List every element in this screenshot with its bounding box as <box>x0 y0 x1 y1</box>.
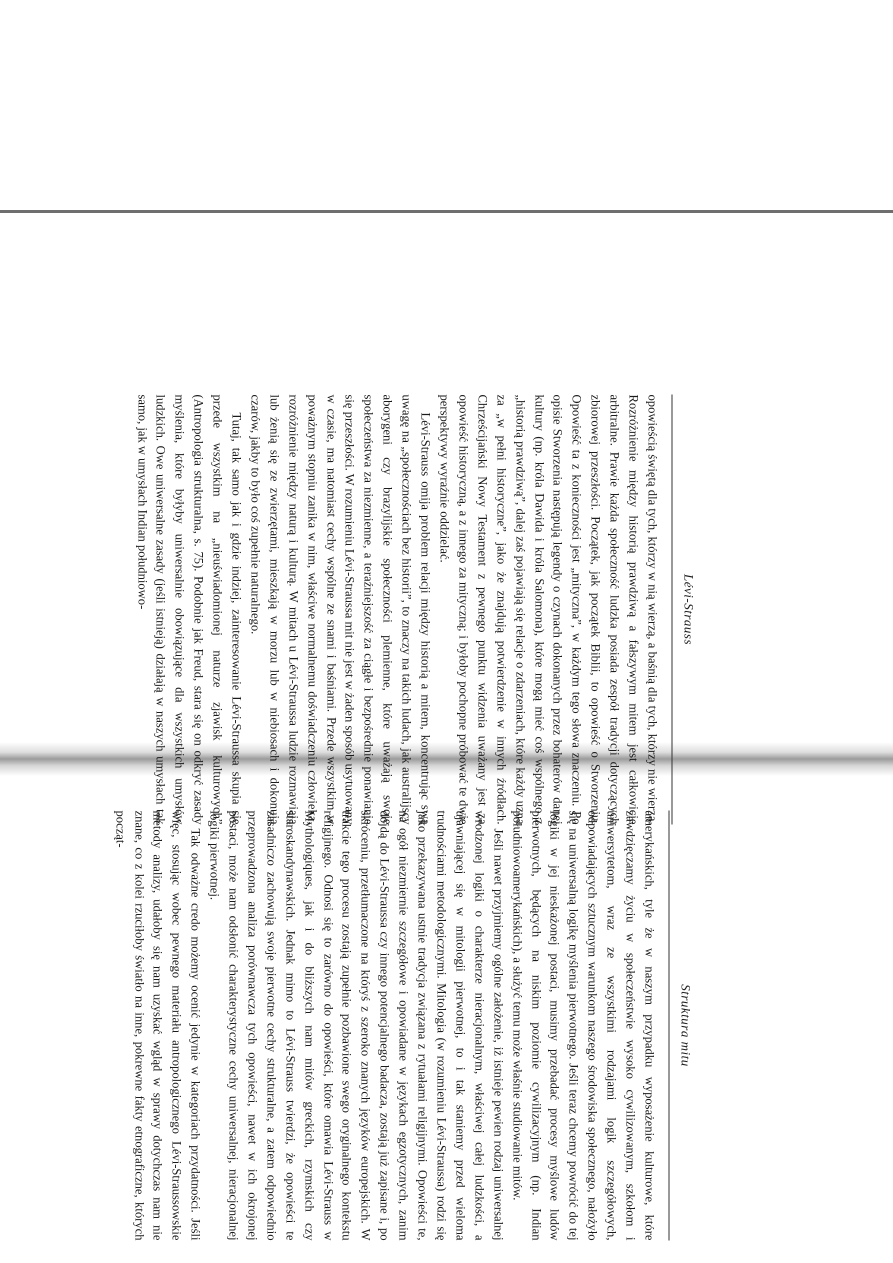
paragraph: Tutaj, tak samo jak i gdzie indziej, zainteresowanie Lévi-Straussa skupia się przede wszystkim na „nieuświadomionej naturze zjawisk kulturowych” (Antropologia strukturalna, s. 75). Podobnie jak Freud, stara się on odkryć zasady myślenia, które byłyby uniwersalnie obowiązujące dla wszystkich umysłów ludzkich. Owe uniwersalne zasady (jeśli istnieją) działają w naszych umysłach tak samo, jak w umysłach Indian południowo- <box>135 394 244 825</box>
page-body <box>132 395 661 825</box>
paragraph: Tak odważne credo możemy ocenić jedynie w kategoriach przydatności. Jeśli więc, stosując wobec pewnego materiału antropologicznego Lévi-Straussowskie metody analizy, udałoby się nam uzyskać wgląd w sprawy dotychczas nam nie znane, co z kolei rzuciłoby światło na inne, pokrewne fakty etnograficzne, których począt- <box>113 810 203 1241</box>
paragraph: amerykańskich, tyle że w naszym przypadku wyposażenie kulturowe, które zawdzięczamy życiu w społeczeństwie wysoko cywilizowanym, szkołom i uniwersytetom, wraz ze wszystkimi rodzajami logik szczegółowych, odpowiadających sztucznym warunkom naszego środowiska społecznego, nałożyło się na uniwersalną logikę myślenia pierwotnego. Jeśli teraz chcemy powrócić do tej logiki w jej nieskażonej postaci, musimy przebadać procesy myślowe ludów pierwotnych, będących na niskim poziomie cywilizacyjnym (np. Indian południowoamerykańskich), a służyć temu może właśnie studiowanie mitów. <box>510 810 657 1241</box>
page-73 <box>0 811 696 1241</box>
running-head: Lévi-Strauss <box>681 574 697 645</box>
page-72 <box>0 395 699 825</box>
header-rule <box>669 811 670 1241</box>
paragraph: Lévi-Strauss omija problem relacji między historią a mitem, koncentrując swą uwagę na „społecznościach bez historii”, to znaczy na takich ludach, jak australijscy aborygeni czy brazylijskie społeczności plemienne, które uważają swoje społeczeństwa za niezmienne, a teraźniejszość za ciągłe i bezpośrednie ponawianie się przeszłości. W rozumieniu Lévi-Straussa mit nie jest w żaden sposób usytuowany w czasie, ma natomiast cechy wspólne ze snami i baśniami. Przede wszystkim w poważnym stopniu zanika w nim, właściwe normalnemu doświadczeniu człowieka, rozróżnienie między naturą i kulturą. W mitach u Lévi-Straussa ludzie rozmawiają lub żenią się ze zwierzętami, mieszkają w morzu lub w niebiosach i dokonują czarów, jakby to było coś zupełnie naturalnego. <box>248 394 433 825</box>
paragraph: Jeśli nawet przyjmiemy ogólne założenie, iż istnieje pewien rodzaj uniwersalnej wrodzonej logiki o charakterze nieracjonalnym, właściwej całej ludzkości, a ujawniającej się w mitologii pierwotnej, to i tak staniemy przed wieloma trudnościami metodologicznymi. Mitologia (w rozumieniu Lévi-Straussa) rodzi się jako przekazywana ustnie tradycja związana z rytuałami religijnymi. Opowieści te, na ogół niezmiernie szczegółowe i opowiadane w językach egzotycznych, zanim dojdą do Lévi-Straussa czy innego potencjalnego badacza, zostają już zapisane i, po skróceniu, przetłumaczone na któryś z szeroko znanych języków europejskich. W trakcie tego procesu zostają zupełnie pozbawione swego oryginalnego kontekstu religijnego. Odnosi się to zarówno do opowieści, które omawia Lévi-Strauss w Mythologiques, jak i do bliższych nam mitów greckich, rzymskich czy staroskandynawskich. Jednak mimo to Lévi-Strauss twierdzi, że opowieści te zasadniczo zachowują swoje pierwotne cechy strukturalne, a zatem odpowiednio przeprowadzona analiza porównawcza tych opowieści, nawet w ich okrojonej postaci, może nam odsłonić charakterystyczne cechy uniwersalnej, nieracjonalnej logiki pierwotnej. <box>207 810 506 1241</box>
paragraph: opowieścią świętą dla tych, którzy w nią wierzą, a baśnią dla tych, którzy nie wierzą. Rozróżnienie między historią prawdziwą a fałszywym mitem jest całkowicie arbitralne. Prawie każda społeczność ludzka posiada zespół tradycji dotyczących zbiorowej przeszłości. Początek, jak początek Biblii, to opowieść o Stworzeniu. Opowieść ta z konieczności jest „mityczna”, w każdym tego słowa znaczeniu. Po opisie Stworzenia następują legendy o czynach dokonanych przez bohaterów danej kultury (np. króla Dawida i króla Salomona), które mogą mieć coś wspólnego z „historią prawdziwą”, dalej zaś pojawiają się relacje o zdarzeniach, które każdy uzna za „w pełni historyczne”, jako że znajdują potwierdzenie w innych źródłach. Chrześcijański Nowy Testament z pewnego punktu widzenia uważany jest za opowieść historyczną, a z innego za mityczną; i byłoby pochopne próbować te dwie perspektywy wyraźnie oddzielać. <box>437 394 660 825</box>
header-rule <box>672 395 673 825</box>
page-body <box>110 811 658 1241</box>
running-head: Struktura mitu <box>678 984 694 1067</box>
scan-edge-line <box>0 210 893 213</box>
